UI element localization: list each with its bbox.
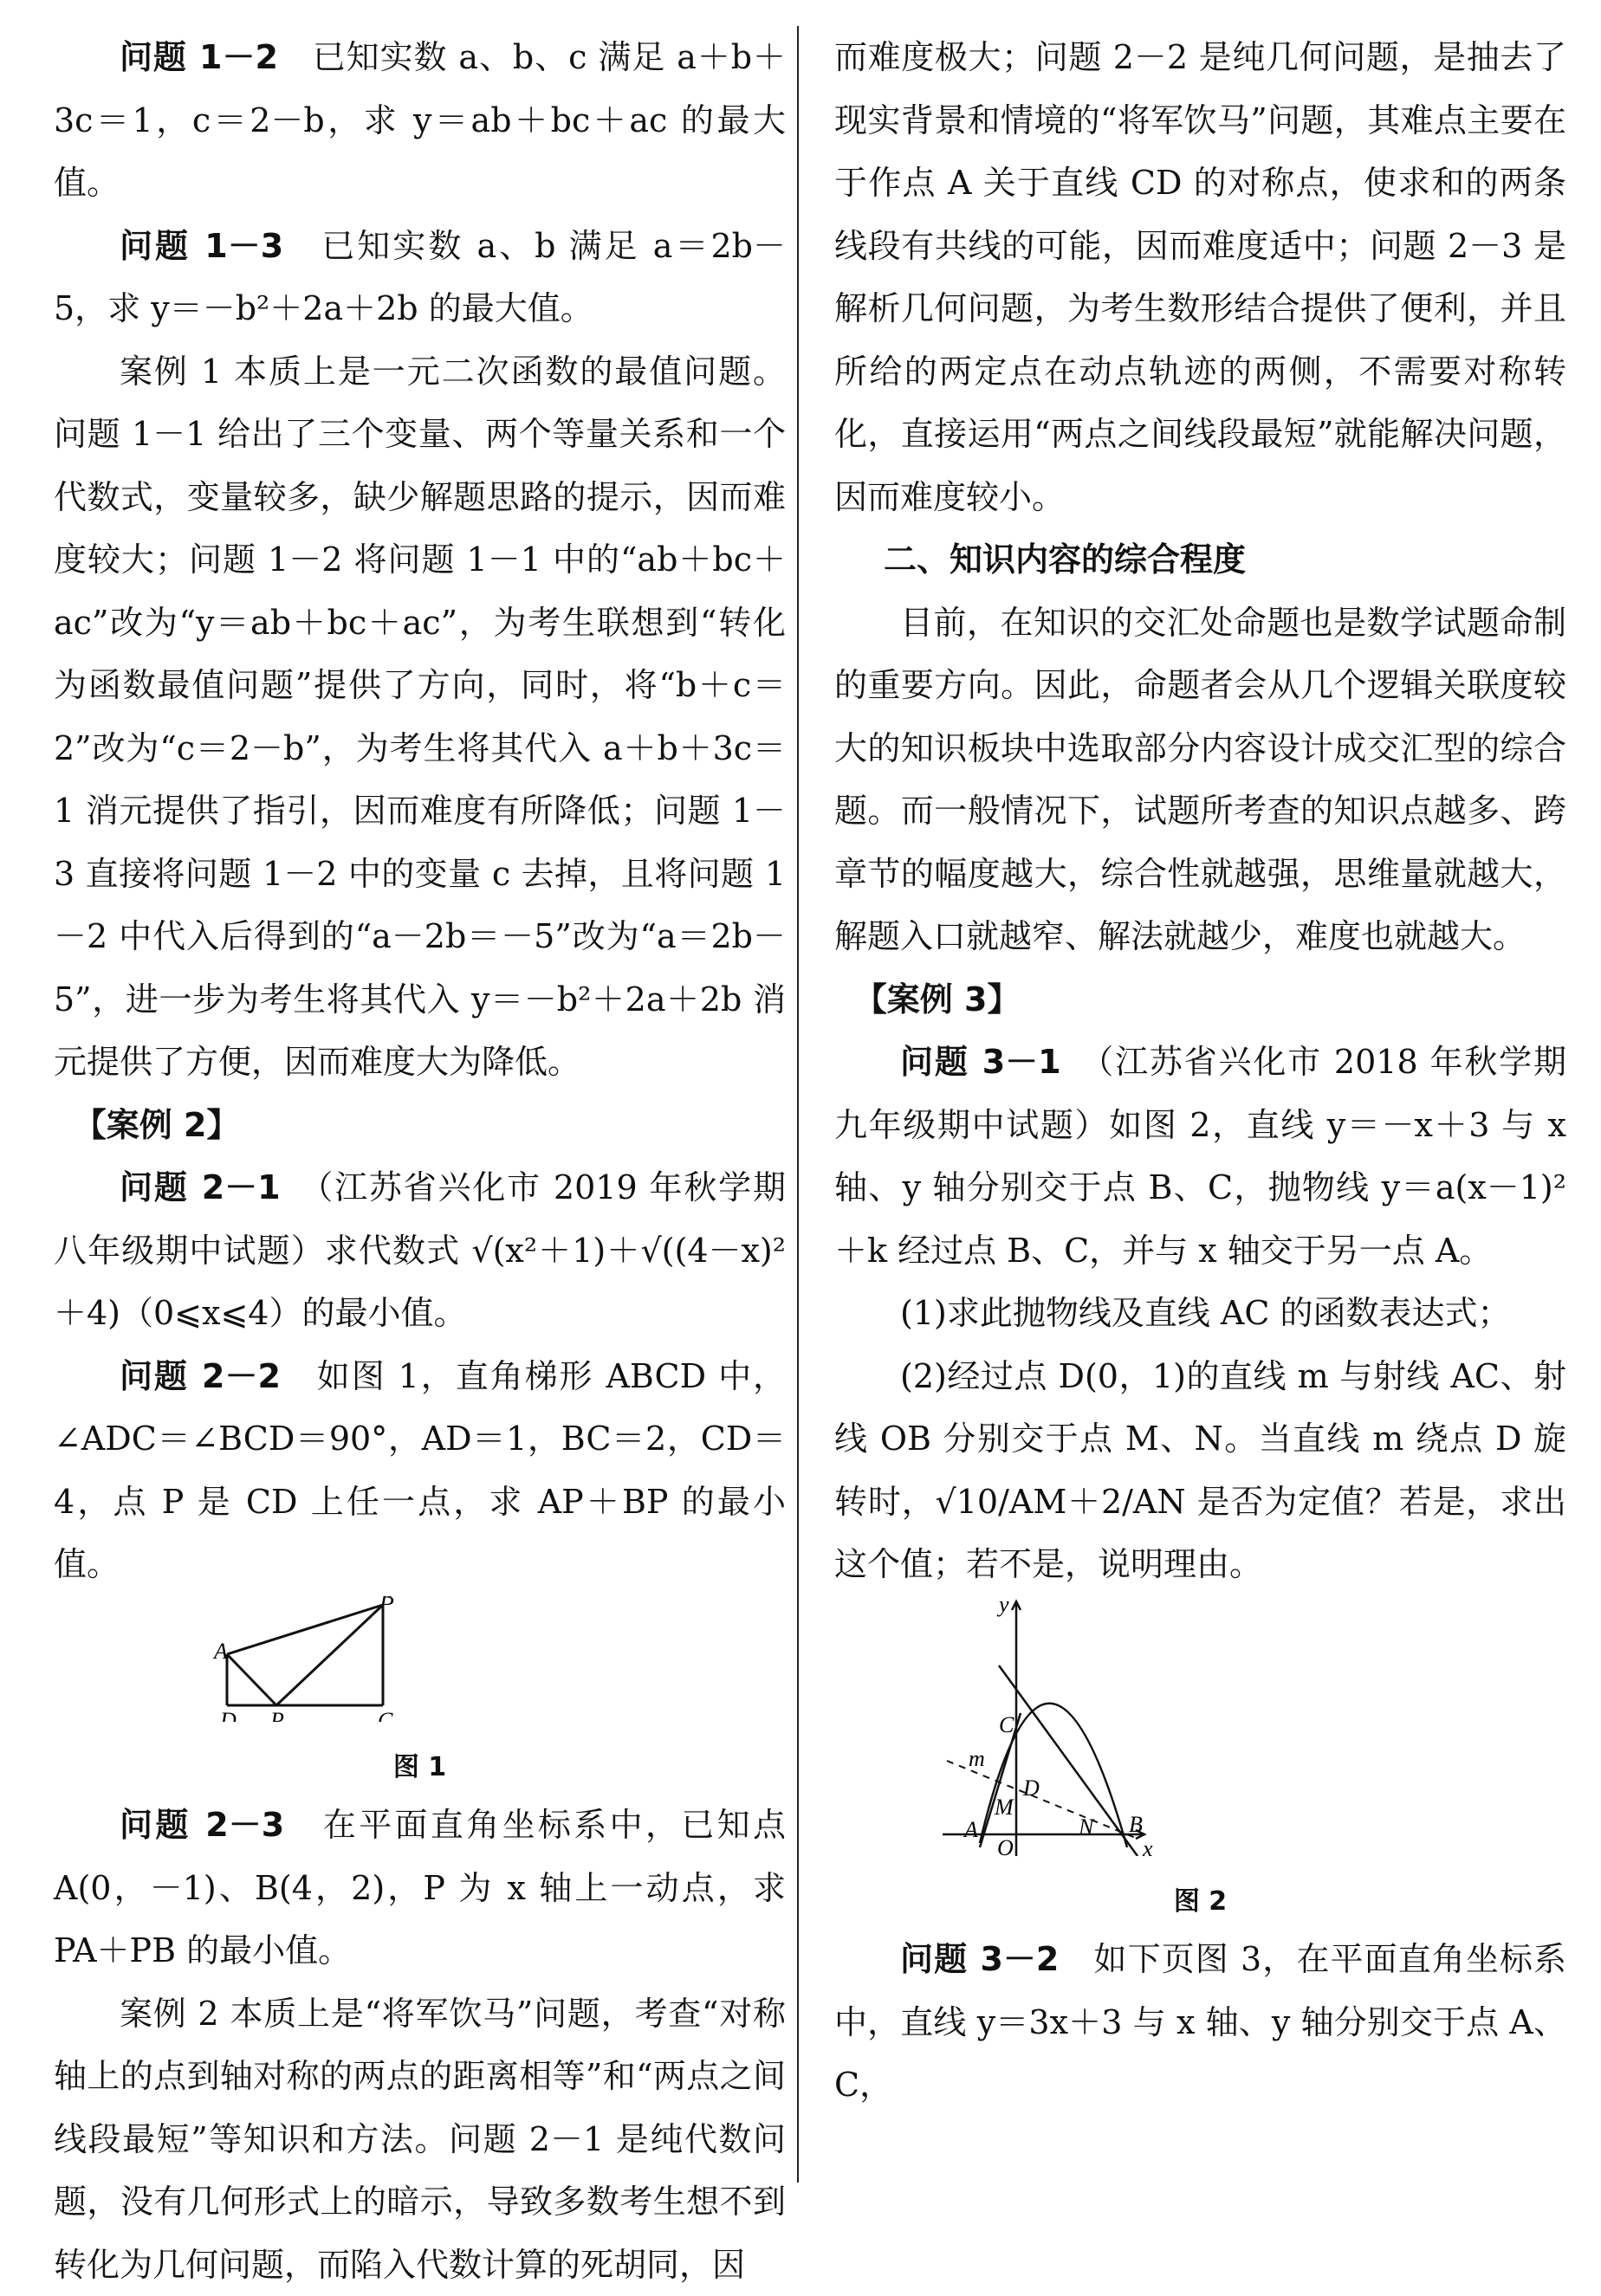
problem-2-1 bbox=[54, 1156, 786, 1345]
label-n: N bbox=[1078, 1814, 1095, 1840]
label-c: C bbox=[378, 1708, 393, 1722]
problem-3-1 bbox=[834, 1031, 1566, 1282]
question-1: (1)求此抛物线及直线 AC 的函数表达式； bbox=[834, 1282, 1566, 1345]
problem-label: 问题 1－2 bbox=[120, 38, 278, 76]
label-a: A bbox=[963, 1817, 978, 1842]
label-d: D bbox=[1022, 1775, 1040, 1801]
question-2: (2)经过点 D(0，1)的直线 m 与射线 AC、射线 OB 分别交于点 M、N。当直线 m 绕点 D 旋转时，√10/AM＋2/AN 是否为定值？若是，求出这个值；若不是，说明理由。 bbox=[834, 1345, 1566, 1596]
label-m-point: M bbox=[994, 1795, 1014, 1820]
label-c: C bbox=[999, 1712, 1014, 1737]
case1-analysis: 案例 1 本质上是一元二次函数的最值问题。问题 1－1 给出了三个变量、两个等量关系和一个代数式，变量较多，缺少解题思路的提示，因而难度较大；问题 1－2 将问题 1－1 中的“ab＋bc＋ac”改为“y＝ab＋bc＋ac”，为考生联想到“转化为函数最值问题”提供了方向，同时，将“b＋c＝2”改为“c＝2－b”，为考生将其代入 a＋b＋3c＝1 消元提供了指引，因而难度有所降低；问题 1－3 直接将问题 1－2 中的变量 c 去掉，且将问题 1－2 中代入后得到的“a－2b＝－5”改为“a＝2b－5”，进一步为考生将其代入 y＝－b²＋2a＋2b 消元提供了方便，因而难度大为降低。 bbox=[54, 340, 786, 1094]
figure-2-caption: 图 2 bbox=[834, 1876, 1566, 1928]
case3-heading: 【案例 3】 bbox=[834, 968, 1566, 1032]
left-column bbox=[54, 26, 786, 2296]
case2-analysis-continued: 而难度极大；问题 2－2 是纯几何问题，是抽去了现实背景和情境的“将军饮马”问题，其难点主要在于作点 A 关于直线 CD 的对称点，使求和的两条线段有共线的可能，因而难度适中；问题 2－3 是解析几何问题，为考生数形结合提供了便利，并且所给的两定点在动点轨迹的两侧，不需要对称转化，直接运用“两点之间线段最短”就能解决问题，因而难度较小。 bbox=[834, 26, 1566, 528]
trapezoid-diagram bbox=[54, 1596, 786, 1722]
figure-1 bbox=[54, 1596, 786, 1795]
case2-heading: 【案例 2】 bbox=[54, 1094, 786, 1157]
problem-label: 问题 3－2 bbox=[900, 1940, 1059, 1978]
problem-1-2 bbox=[54, 26, 786, 215]
problem-text: （江苏省兴化市 2018 年秋学期九年级期中试题）如图 2，直线 y＝－x＋3 与 x 轴、y 轴分别交于点 B、C，抛物线 y＝a(x－1)²＋k 经过点 B、C，并与 x 轴交于另一点 A。 bbox=[834, 1043, 1566, 1270]
label-b: B bbox=[1129, 1812, 1143, 1837]
label-a: A bbox=[212, 1639, 228, 1664]
problem-label: 问题 2－1 bbox=[120, 1168, 281, 1206]
label-o: O bbox=[997, 1835, 1014, 1856]
problem-label: 问题 3－1 bbox=[900, 1043, 1061, 1081]
label-m-line: m bbox=[969, 1746, 985, 1771]
section-intro: 目前，在知识的交汇处命题也是数学试题命制的重要方向。因此，命题者会从几个逻辑关联度较大的知识板块中选取部分内容设计成交汇型的综合题。而一般情况下，试题所考查的知识点越多、跨章节的幅度越大，综合性就越强，思维量就越大，解题入口就越窄、解法就越少，难度也就越大。 bbox=[834, 592, 1566, 968]
figure-2 bbox=[834, 1596, 1566, 1929]
label-p: P bbox=[269, 1708, 284, 1722]
problem-3-2 bbox=[834, 1928, 1566, 2117]
problem-text: 在平面直角坐标系中，已知点 A(0，－1)、B(4，2)，P 为 x 轴上一动点，求 PA＋PB 的最小值。 bbox=[54, 1806, 786, 1969]
problem-1-3 bbox=[54, 215, 786, 340]
problem-label: 问题 1－3 bbox=[120, 227, 283, 265]
column-divider bbox=[797, 26, 799, 2183]
label-x: x bbox=[1142, 1836, 1153, 1856]
case2-analysis: 案例 2 本质上是“将军饮马”问题，考查“对称轴上的点到轴对称的两点的距离相等”和“两点之间线段最短”等知识和方法。问题 2－1 是纯代数问题，没有几何形式上的暗示，导致多数考生想不到转化为几何问题，而陷入代数计算的死胡同，因 bbox=[54, 1982, 786, 2296]
problem-2-3 bbox=[54, 1794, 786, 1982]
problem-text: 如下页图 3，在平面直角坐标系中，直线 y＝3x＋3 与 x 轴、y 轴分别交于点 A、C， bbox=[834, 1940, 1566, 2104]
figure-1-caption: 图 1 bbox=[54, 1742, 786, 1794]
problem-label: 问题 2－2 bbox=[120, 1357, 281, 1395]
label-d: D bbox=[219, 1708, 237, 1722]
problem-2-2 bbox=[54, 1345, 786, 1596]
section-heading: 二、知识内容的综合程度 bbox=[834, 528, 1566, 592]
problem-text: 如图 1，直角梯形 ABCD 中，∠ADC＝∠BCD＝90°，AD＝1，BC＝2，CD＝4，点 P 是 CD 上任一点，求 AP＋BP 的最小值。 bbox=[54, 1357, 786, 1584]
problem-text: （江苏省兴化市 2019 年秋学期八年级期中试题）求代数式 √(x²＋1)＋√((4－x)²＋4)（0⩽x⩽4）的最小值。 bbox=[54, 1168, 786, 1332]
problem-text: 已知实数 a、b、c 满足 a＋b＋3c＝1，c＝2－b，求 y＝ab＋bc＋ac 的最大值。 bbox=[54, 38, 786, 202]
label-b: B bbox=[380, 1596, 394, 1610]
label-y: y bbox=[996, 1596, 1009, 1617]
parabola-diagram bbox=[834, 1596, 1566, 1856]
right-column bbox=[834, 26, 1566, 2117]
problem-label: 问题 2－3 bbox=[120, 1806, 284, 1844]
problem-text: 已知实数 a、b 满足 a＝2b－5，求 y＝－b²＋2a＋2b 的最大值。 bbox=[54, 227, 786, 328]
